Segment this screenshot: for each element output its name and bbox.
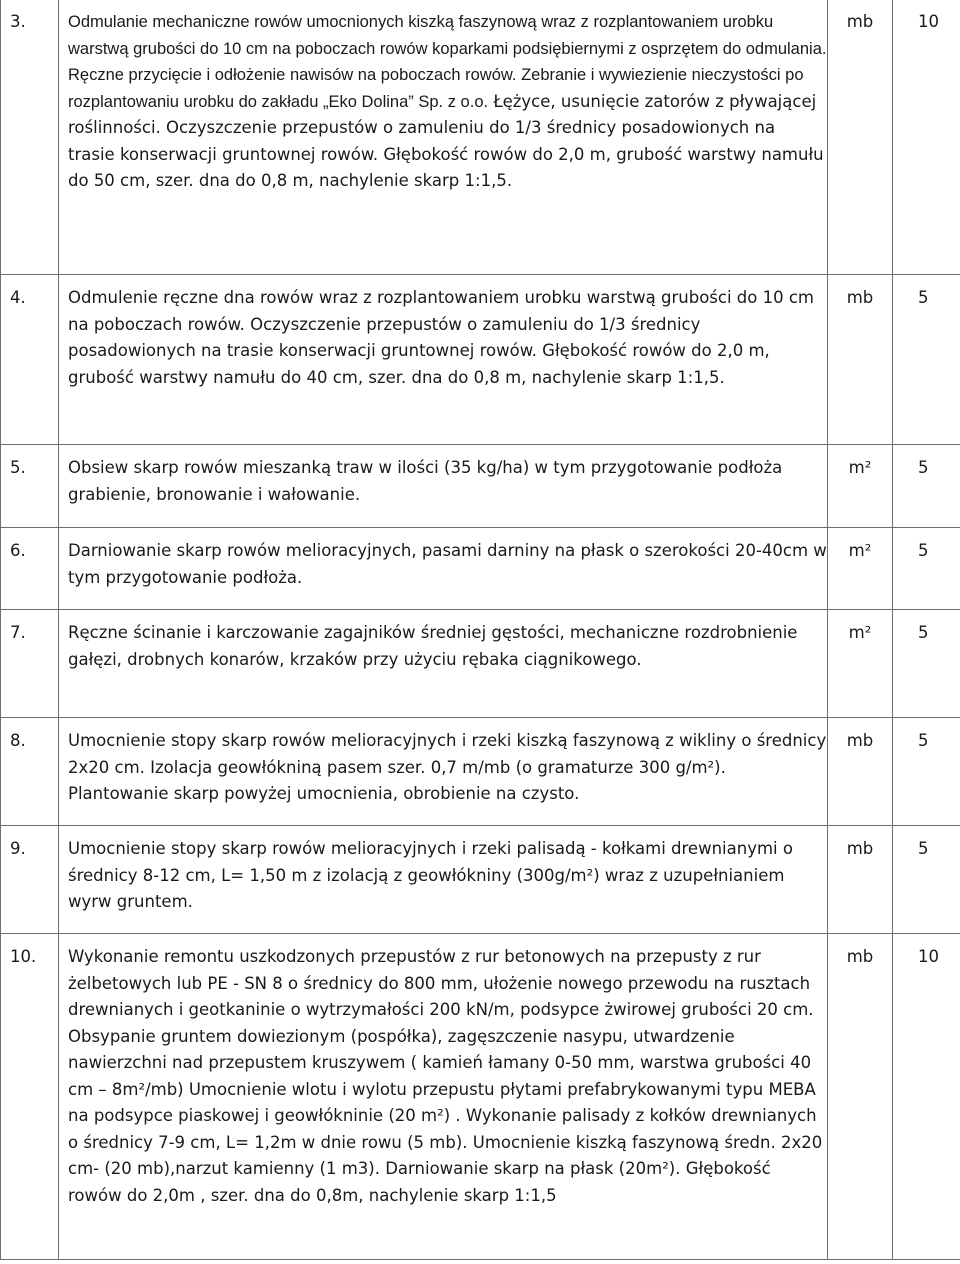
row-description-part2: Łężyce, usunięcie zatorów z pływającej roślinności. Oczyszczenie przepustów o zamuleniu do 1/3 średnicy posadowionych na trasie konserwacji gruntownej rowów. Głębokość rowów do 2,0 m, grubość warstwy namułu do 50 cm, szer. dna do 0,8 m, nachylenie skarp 1:1,5. xyxy=(68,91,824,190)
row-quantity: 5 xyxy=(893,610,960,718)
table-row xyxy=(1,528,960,610)
row-number: 8. xyxy=(1,718,59,826)
row-quantity: 5 xyxy=(893,275,960,445)
row-description-part1: Odmulanie mechaniczne rowów umocnionych kiszką faszynową wraz z rozplantowaniem urobku warstwą grubości do 10 cm na poboczach rowów koparkami podsiębiernymi z osprzętem do odmulania. Ręczne przycięcie i odłożenie nawisów na poboczach rowów. Zebranie i wywiezienie nieczystości po rozplantowaniu urobku do zakładu „Eko Dolina” Sp. z o.o. xyxy=(68,13,827,111)
row-number: 5. xyxy=(1,445,59,528)
row-unit: m² xyxy=(828,610,893,718)
row-description: Umocnienie stopy skarp rowów melioracyjnych i rzeki kiszką faszynową z wikliny o średnicy 2x20 cm. Izolacja geowłókniną pasem szer. 0,7 m/mb (o gramaturze 300 g/m²). Plantowanie skarp powyżej umocnienia, obrobienie na czysto. xyxy=(59,718,828,826)
row-unit: m² xyxy=(828,445,893,528)
row-number: 3. xyxy=(1,0,59,275)
row-quantity: 5 xyxy=(893,528,960,610)
table-row xyxy=(1,275,960,445)
row-description: Darniowanie skarp rowów melioracyjnych, pasami darniny na płask o szerokości 20-40cm w tym przygotowanie podłoża. xyxy=(59,528,828,610)
row-number: 9. xyxy=(1,826,59,934)
row-quantity: 10 xyxy=(893,0,960,275)
row-description: Ręczne ścinanie i karczowanie zagajników średniej gęstości, mechaniczne rozdrobnienie gałęzi, drobnych konarów, krzaków przy użyciu rębaka ciągnikowego. xyxy=(59,610,828,718)
row-number: 4. xyxy=(1,275,59,445)
table-row xyxy=(1,934,960,1260)
row-quantity: 10 xyxy=(893,934,960,1260)
table-row xyxy=(1,826,960,934)
table-row xyxy=(1,0,960,275)
row-description: Wykonanie remontu uszkodzonych przepustów z rur betonowych na przepusty z rur żelbetowych lub PE - SN 8 o średnicy do 800 mm, ułożenie nowego przewodu na rusztach drewnianych i geotkaninie o wytrzymałości 200 kN/m, podsypce żwirowej grubości 20 cm. Obsypanie gruntem dowiezionym (pospółka), zagęszczenie nasypu, utwardzenie nawierzchni nad przepustem kruszywem ( kamień łamany 0-50 mm, warstwa grubości 40 cm – 8m²/mb) Umocnienie wlotu i wylotu przepustu płytami prefabrykowanymi typu MEBA na podsypce piaskowej i geowłókninie (20 m²) . Wykonanie palisady z kołków drewnianych o średnicy 7-9 cm, L= 1,2m w dnie rowu (5 mb). Umocnienie kiszką faszynową średn. 2x20 cm- (20 mb),narzut kamienny (1 m3). Darniowanie skarp na płask (20m²). Głębokość rowów do 2,0m , szer. dna do 0,8m, nachylenie skarp 1:1,5 xyxy=(59,934,828,1260)
table-row xyxy=(1,610,960,718)
row-unit: mb xyxy=(828,934,893,1260)
row-unit: mb xyxy=(828,718,893,826)
row-quantity: 5 xyxy=(893,826,960,934)
row-number: 10. xyxy=(1,934,59,1260)
row-unit: mb xyxy=(828,275,893,445)
row-description xyxy=(59,0,828,275)
row-quantity: 5 xyxy=(893,445,960,528)
table-row xyxy=(1,445,960,528)
row-number: 6. xyxy=(1,528,59,610)
table-row xyxy=(1,718,960,826)
row-description: Odmulenie ręczne dna rowów wraz z rozplantowaniem urobku warstwą grubości do 10 cm na poboczach rowów. Oczyszczenie przepustów o zamuleniu do 1/3 średnicy posadowionych na trasie konserwacji gruntownej rowów. Głębokość rowów do 2,0 m, grubość warstwy namułu do 40 cm, szer. dna do 0,8 m, nachylenie skarp 1:1,5. xyxy=(59,275,828,445)
row-unit: m² xyxy=(828,528,893,610)
row-unit: mb xyxy=(828,0,893,275)
row-description: Umocnienie stopy skarp rowów melioracyjnych i rzeki palisadą - kołkami drewnianymi o średnicy 8-12 cm, L= 1,50 m z izolacją z geowłókniny (300g/m²) wraz z uzupełnianiem wyrw gruntem. xyxy=(59,826,828,934)
row-unit: mb xyxy=(828,826,893,934)
row-quantity: 5 xyxy=(893,718,960,826)
row-number: 7. xyxy=(1,610,59,718)
row-description: Obsiew skarp rowów mieszanką traw w ilości (35 kg/ha) w tym przygotowanie podłoża grabienie, bronowanie i wałowanie. xyxy=(59,445,828,528)
